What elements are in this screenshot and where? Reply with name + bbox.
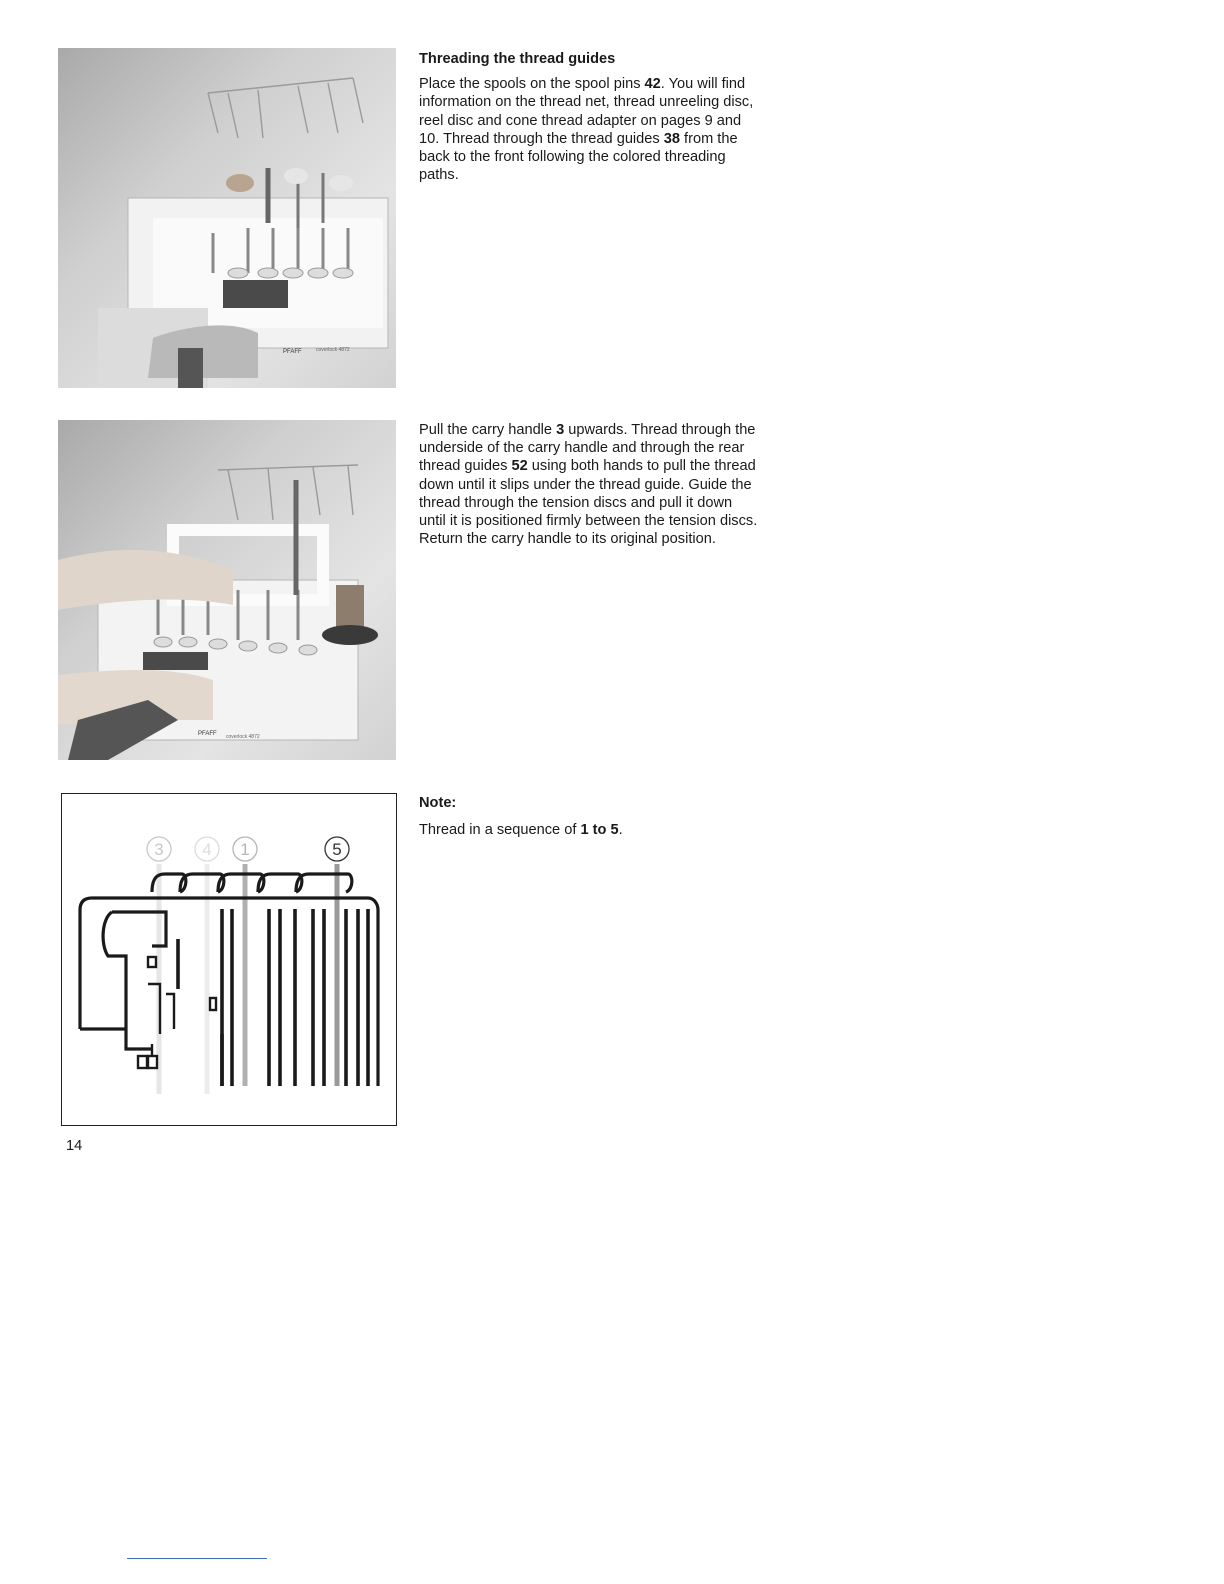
page-number: 14 — [66, 1138, 83, 1154]
serger-illustration — [58, 48, 396, 388]
section-carry-handle — [419, 421, 759, 548]
section-paragraph — [419, 421, 759, 548]
section-note — [419, 794, 759, 839]
threading-diagram-drawing — [62, 794, 397, 1126]
section-heading: Threading the thread guides — [419, 51, 616, 67]
circle-label-3: 3 — [154, 840, 164, 859]
text-run: Thread in a sequence of — [419, 822, 581, 839]
text-run: using both hands to pull the thread down until it slips under the thread guide. Guide the thread through the tension discs and pull it down until it is positioned firmly between the tension discs. Return the carry handle to its original position. — [419, 458, 758, 548]
text-run: . You will find information on the thread net, thread unreeling disc, reel disc and cone thread adapter on pages 9 and 10. Thread through the thread guides — [419, 76, 754, 147]
photo-carry-handle-threading — [58, 420, 396, 760]
circle-label-5: 5 — [332, 840, 342, 859]
text-run: . — [618, 822, 623, 839]
section-paragraph — [419, 75, 759, 184]
footer-rule — [127, 1558, 267, 1559]
circle-label-4: 4 — [202, 840, 212, 859]
text-run: Place the spools on the spool pins — [419, 76, 645, 93]
note-heading: Note: — [419, 795, 457, 811]
circle-label-1: 1 — [240, 840, 250, 859]
part-number-42: 42 — [644, 76, 661, 93]
part-number-3: 3 — [556, 422, 565, 438]
model-label: coverlock 4872 — [316, 347, 350, 353]
text-run: upwards. Thread through the underside of the carry handle and through the rear thread guides — [419, 422, 756, 475]
part-number-52: 52 — [511, 458, 528, 475]
section-threading-thread-guides — [419, 50, 759, 184]
text-run: Pull the carry handle — [419, 422, 557, 438]
note-paragraph — [419, 821, 759, 839]
model-label: coverlock 4872 — [226, 734, 260, 740]
photo-spools-on-pins — [58, 48, 396, 388]
brand-label: PFAFF — [283, 349, 302, 355]
part-number-38: 38 — [663, 130, 680, 147]
threading-sequence-diagram — [61, 793, 397, 1126]
serger-illustration — [58, 420, 396, 760]
brand-label: PFAFF — [198, 731, 217, 737]
text-run: from the back to the front following the colored threading paths. — [419, 130, 738, 184]
sequence-range: 1 to 5 — [580, 822, 619, 839]
